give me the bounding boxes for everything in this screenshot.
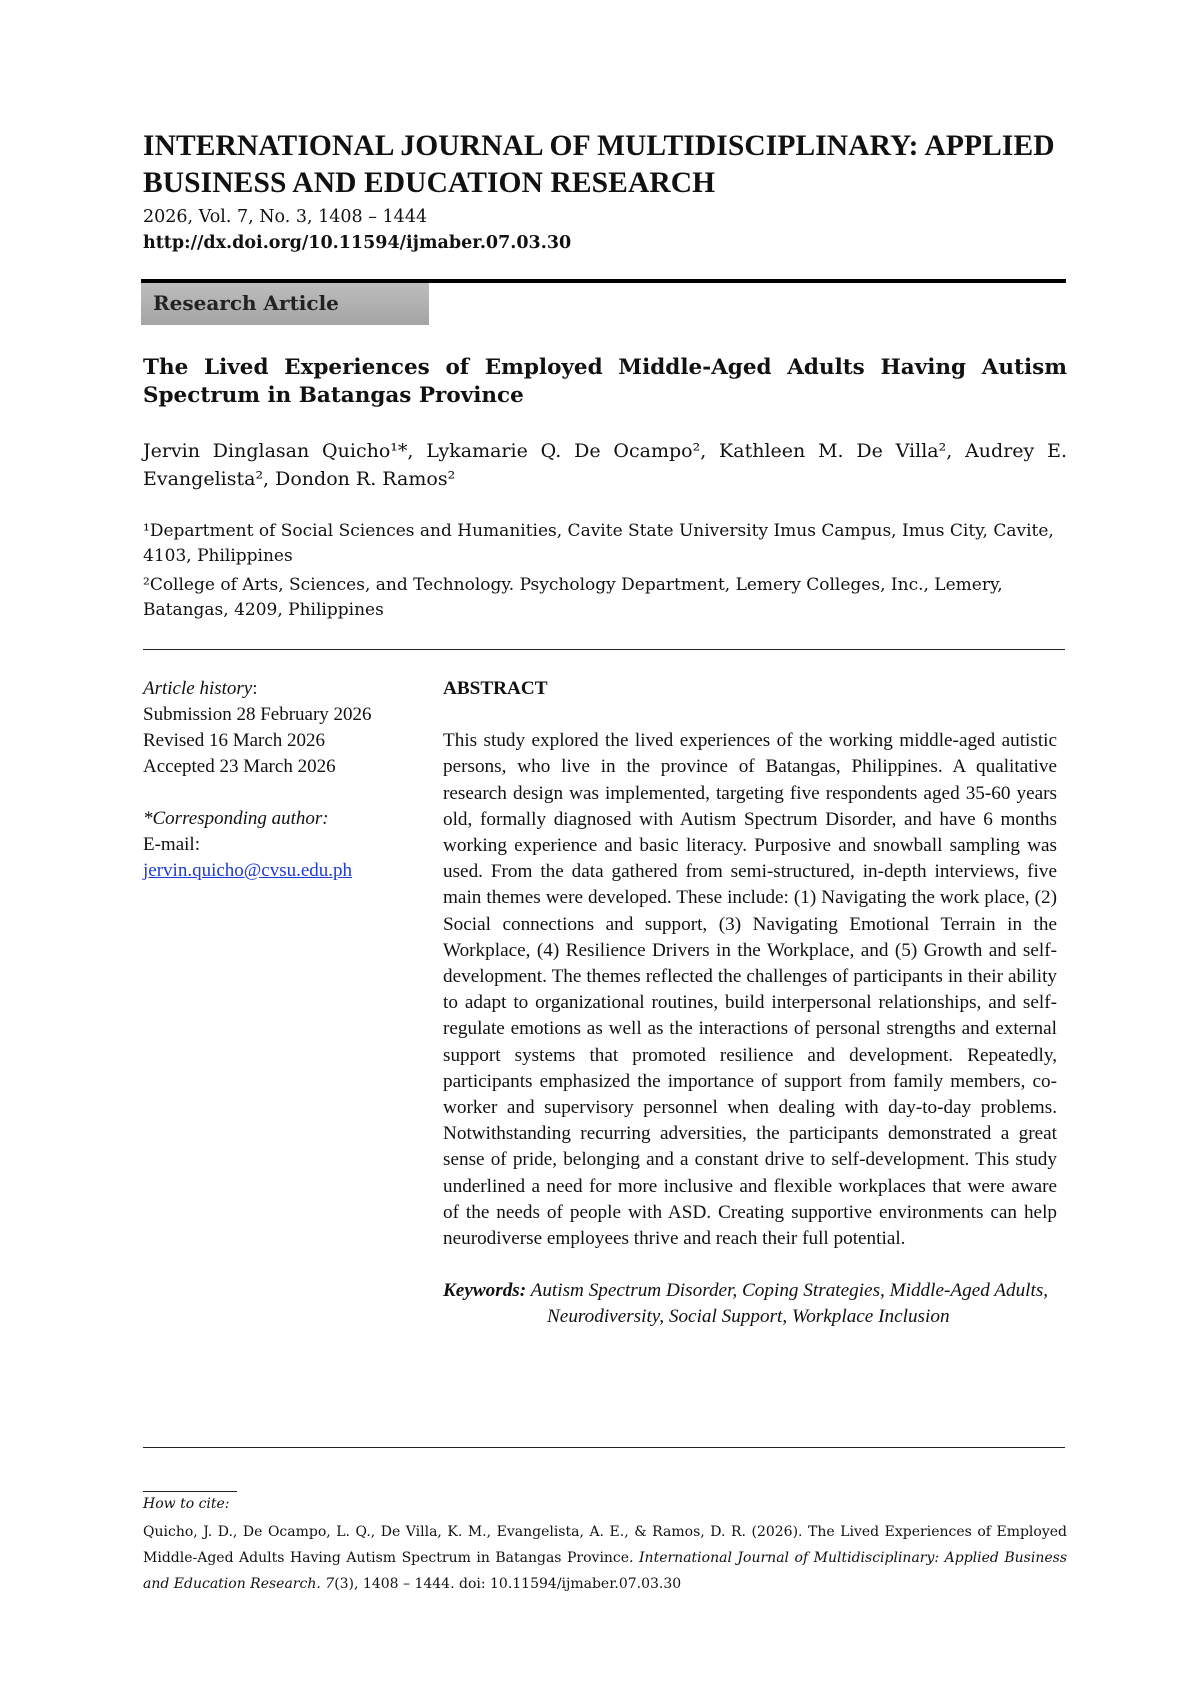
keywords-label: Keywords: bbox=[443, 1280, 527, 1302]
history-label: Article history: bbox=[143, 678, 258, 699]
abstract-section bbox=[443, 676, 1057, 1331]
revised-date: Revised 16 March 2026 bbox=[143, 730, 326, 751]
journal-title: INTERNATIONAL JOURNAL OF MULTIDISCIPLINARY: APPLIED BUSINESS AND EDUCATION RESEARCH bbox=[143, 130, 1055, 199]
keywords bbox=[443, 1278, 1057, 1330]
email-link[interactable]: jervin.quicho@cvsu.edu.ph bbox=[143, 860, 353, 881]
volume-info: 2026, Vol. 7, No. 3, 1408 – 1444 bbox=[143, 207, 428, 227]
abstract-text: This study explored the lived experiences of the working middle-aged autistic persons, who live in the province of Batangas, Philippines. A qualitative research design was implemented, targeting five respondents aged 35-60 years old, formally diagnosed with Autism Spectrum Disorder, and have 6 months working experience and basic literacy. Purposive and snowball sampling was used. From the data gathered from semi-structured, in-depth interviews, five main themes were developed. These include: (1) Navigating the work place, (2) Social connections and support, (3) Navigating Emotional Terrain in the Workplace, (4) Resilience Drivers in the Workplace, and (5) Growth and self- development. The themes reflected the challenges of participants in their ability to adapt to organizational routines, build interpersonal relationships, and self-regulate emotions as well as the interactions of personal strengths and external support systems that promoted resilience and development. Repeatedly, participants emphasized the importance of support from family members, co-worker and supervisory personnel when dealing with day-to-day problems. Notwithstanding recurring adversities, the participants demonstrated a great sense of pride, belonging and a constant drive to self-development. This study underlined a need for more inclusive and flexible workplaces that were aware of the needs of people with ASD. Creating supportive environments can help neurodiverse employees thrive and reach their full potential. bbox=[443, 730, 1057, 1250]
keywords-list: Autism Spectrum Disorder, Coping Strategies, Middle-Aged Adults, Neurodiversity, Social Support, Workplace Inclusion bbox=[530, 1280, 1049, 1328]
affiliations bbox=[143, 519, 1067, 627]
journal-meta bbox=[143, 204, 1073, 256]
email-label: E-mail: bbox=[143, 834, 200, 855]
abstract-heading: ABSTRACT bbox=[443, 678, 548, 699]
citation-text bbox=[143, 1519, 1067, 1597]
corresponding-author-label: *Corresponding author: bbox=[143, 808, 329, 829]
article-type-label: Research Article bbox=[141, 283, 429, 325]
citation-tail: (3), 1408 – 1444. doi: 10.11594/ijmaber.07.03.30 bbox=[334, 1576, 682, 1592]
affiliation-2: ²College of Arts, Sciences, and Technology. Psychology Department, Lemery Colleges, Inc., Lemery, Batangas, 4209, Philippines bbox=[143, 575, 1003, 620]
article-info-sidebar bbox=[143, 676, 433, 884]
how-to-cite-label: How to cite: bbox=[143, 1496, 230, 1512]
section-divider bbox=[143, 649, 1065, 650]
doi-link[interactable]: http://dx.doi.org/10.11594/ijmaber.07.03.30 bbox=[143, 233, 572, 253]
citation-volume: 7 bbox=[325, 1576, 335, 1592]
citation-journal: International Journal of Multidisciplinary: Applied Business and Education Research. bbox=[143, 1550, 1068, 1592]
citation-authors-title: Quicho, J. D., De Ocampo, L. Q., De Villa, K. M., Evangelista, A. E., & Ramos, D. R. (2026). The Lived Experiences of Employed Middle-Aged Adults Having Autism Spectrum in Batangas Province. bbox=[143, 1524, 1067, 1566]
footnote-rule bbox=[143, 1491, 237, 1492]
accepted-date: Accepted 23 March 2026 bbox=[143, 756, 336, 777]
affiliation-1: ¹Department of Social Sciences and Humanities, Cavite State University Imus Campus, Imus City, Cavite, 4103, Philippines bbox=[143, 521, 1054, 566]
author-list: Jervin Dinglasan Quicho¹*, Lykamarie Q. De Ocampo², Kathleen M. De Villa², Audrey E. Evangelista², Dondon R. Ramos² bbox=[143, 440, 1067, 490]
article-title: The Lived Experiences of Employed Middle-Aged Adults Having Autism Spectrum in Batangas Province bbox=[143, 355, 1067, 408]
submission-date: Submission 28 February 2026 bbox=[143, 704, 372, 725]
footer-divider bbox=[143, 1447, 1065, 1448]
